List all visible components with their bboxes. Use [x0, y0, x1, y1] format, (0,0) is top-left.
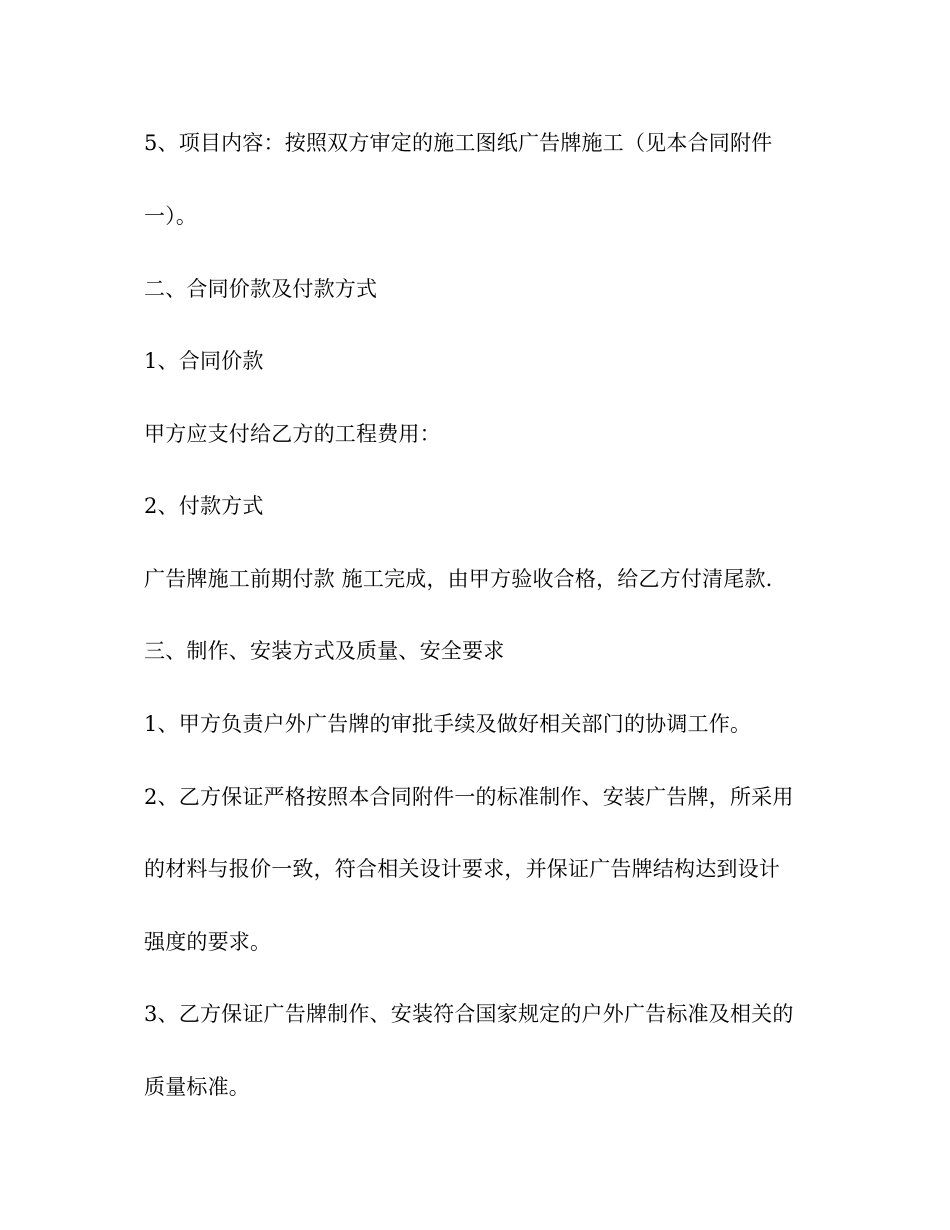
section-heading-contract-price: 二、合同价款及付款方式	[144, 277, 378, 301]
text-line-requirement-3-cont: 质量标准。	[144, 1075, 250, 1099]
text-line-item5-continued: 一）。	[144, 204, 198, 228]
section-heading-requirements: 三、制作、安装方式及质量、安全要求	[144, 639, 505, 663]
text-line-payment-terms: 广告牌施工前期付款 施工完成，由甲方验收合格，给乙方付清尾款.	[144, 567, 773, 591]
text-line-project-fee: 甲方应支付给乙方的工程费用：	[144, 422, 441, 446]
subheading-contract-price: 1、合同价款	[144, 349, 264, 373]
text-line-item5-project-content: 5、项目内容：按照双方审定的施工图纸广告牌施工（见本合同附件	[144, 131, 773, 155]
subheading-payment-method: 2、付款方式	[144, 494, 264, 518]
text-line-requirement-2-cont-b: 强度的要求。	[144, 930, 272, 954]
text-line-requirement-3: 3、乙方保证广告牌制作、安装符合国家规定的户外广告标准及相关的	[144, 1002, 794, 1026]
text-line-requirement-2-cont-a: 的材料与报价一致，符合相关设计要求，并保证广告牌结构达到设计	[144, 857, 780, 881]
text-line-requirement-1: 1、甲方负责户外广告牌的审批手续及做好相关部门的协调工作。	[144, 712, 752, 736]
text-line-requirement-2: 2、乙方保证严格按照本合同附件一的标准制作、安装广告牌，所采用	[144, 785, 794, 809]
